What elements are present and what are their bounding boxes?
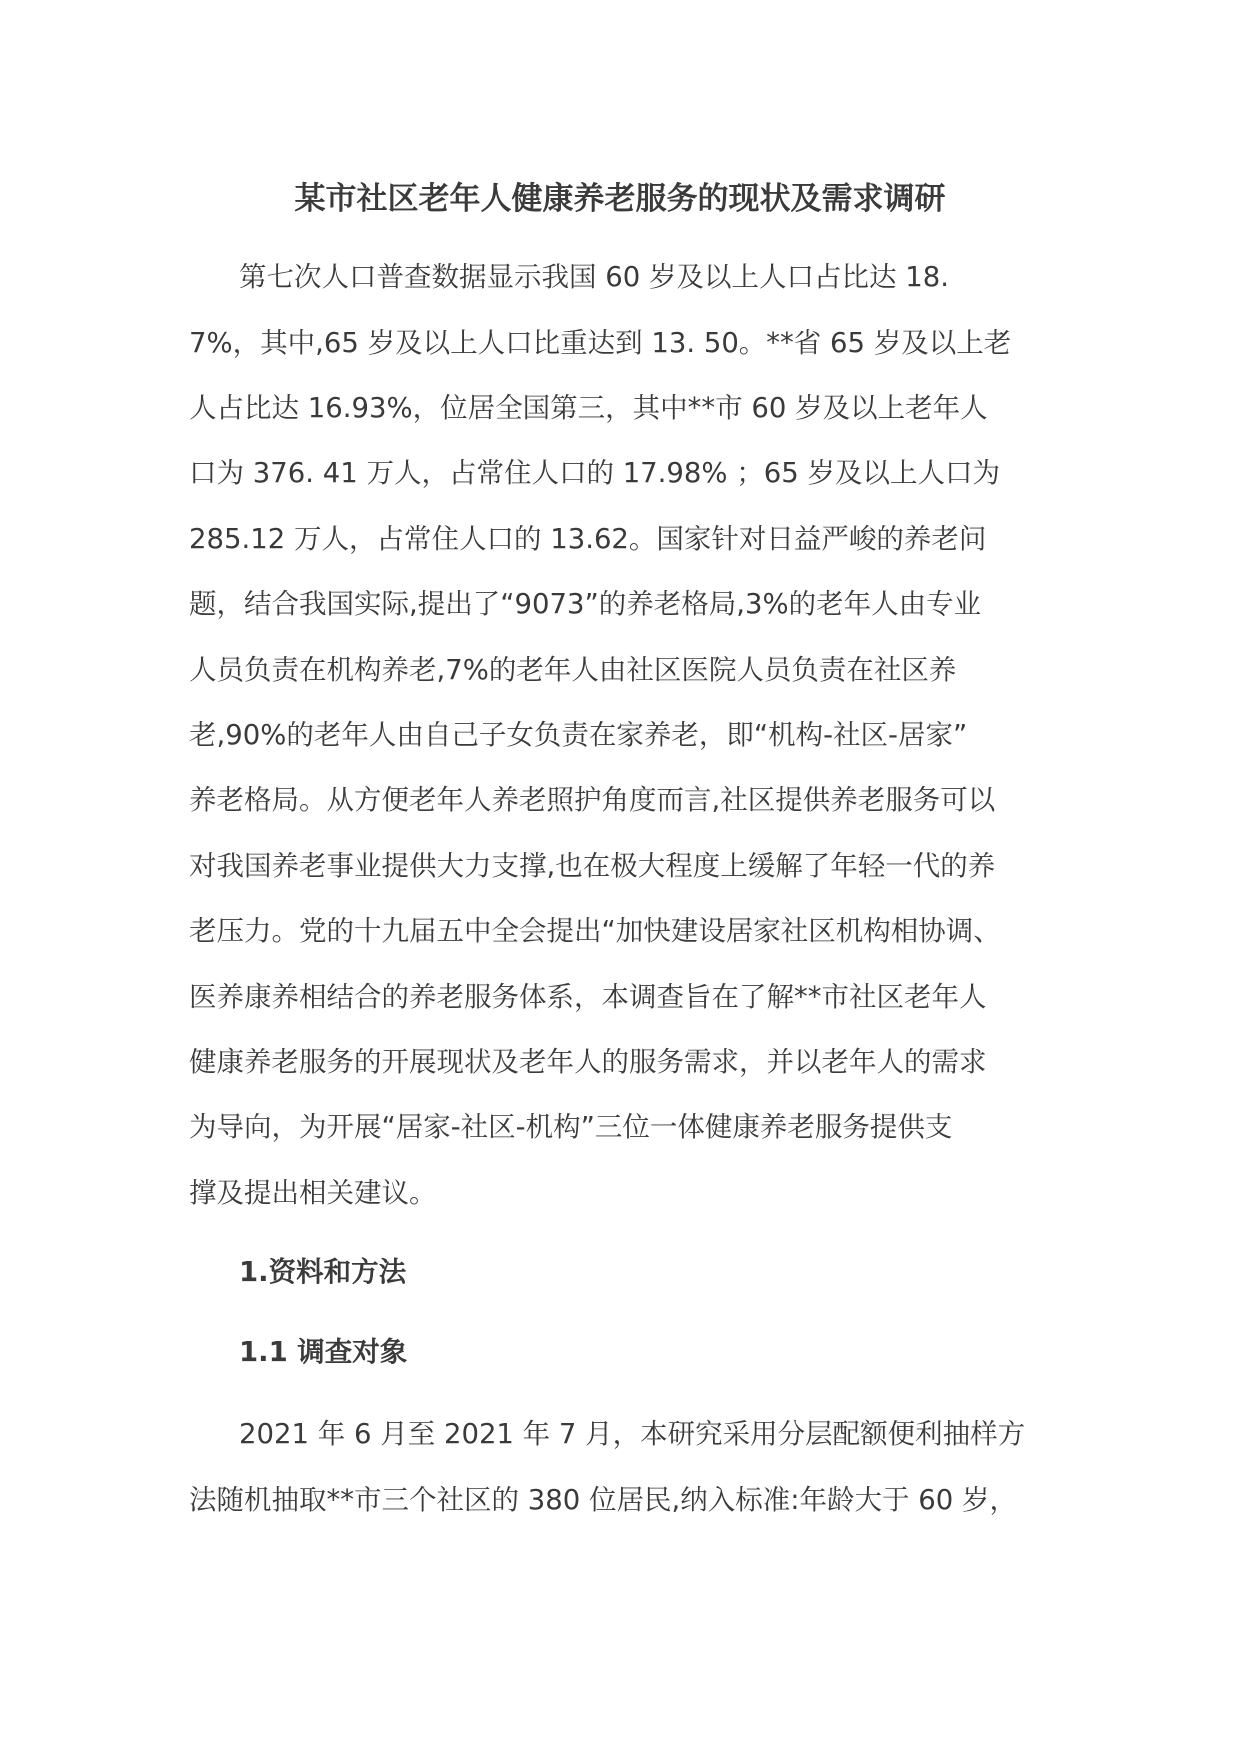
paragraph-intro (189, 245, 1089, 1226)
paragraph-line: 第七次人口普查数据显示我国 60 岁及以上人口占比达 18. (239, 261, 949, 294)
paragraph-line: 医养康养相结合的养老服务体系，本调查旨在了解**市社区老年人 (189, 980, 987, 1013)
paragraph-line: 健康养老服务的开展现状及老年人的服务需求，并以老年人的需求 (189, 1045, 987, 1078)
subsection-heading-subjects: 1.1 调查对象 (239, 1336, 408, 1369)
paragraph-line: 法随机抽取**市三个社区的 380 位居民,纳入标准:年龄大于 60 岁， (189, 1483, 1017, 1516)
paragraph-line: 人占比达 16.93%，位居全国第三，其中**市 60 岁及以上老年人 (189, 392, 988, 425)
paragraph-line: 人员负责在机构养老,7%的老年人由社区医院人员负责在社区养 (189, 653, 957, 686)
paragraph-line: 2021 年 6 月至 2021 年 7 月，本研究采用分层配额便利抽样方 (239, 1418, 1026, 1451)
paragraph-line: 撑及提出相关建议。 (189, 1176, 437, 1209)
section-heading-methods: 1.资料和方法 (239, 1256, 407, 1289)
paragraph-line: 口为 376. 41 万人，占常住人口的 17.98% ；65 岁及以上人口为 (189, 457, 1001, 490)
paragraph-line: 7%，其中,65 岁及以上人口比重达到 13. 50。**省 65 岁及以上老 (189, 326, 1012, 359)
paragraph-line: 题，结合我国实际,提出了“9073”的养老格局,3%的老年人由专业 (189, 588, 982, 621)
paragraph-line: 285.12 万人，占常住人口的 13.62。国家针对日益严峻的养老问 (189, 522, 987, 555)
paragraph-line: 对我国养老事业提供大力支撑,也在极大程度上缓解了年轻一代的养 (189, 849, 996, 882)
paragraph-subjects (189, 1402, 1089, 1533)
paragraph-line: 老,90%的老年人由自己子女负责在家养老，即“机构-社区-居家” (189, 719, 968, 752)
paragraph-line: 老压力。党的十九届五中全会提出“加快建设居家社区机构相协调、 (189, 915, 1001, 948)
document-title: 某市社区老年人健康养老服务的现状及需求调研 (294, 181, 946, 217)
paragraph-line: 为导向，为开展“居家-社区-机构”三位一体健康养老服务提供支 (189, 1111, 953, 1144)
paragraph-line: 养老格局。从方便老年人养老照护角度而言,社区提供养老服务可以 (189, 784, 996, 817)
